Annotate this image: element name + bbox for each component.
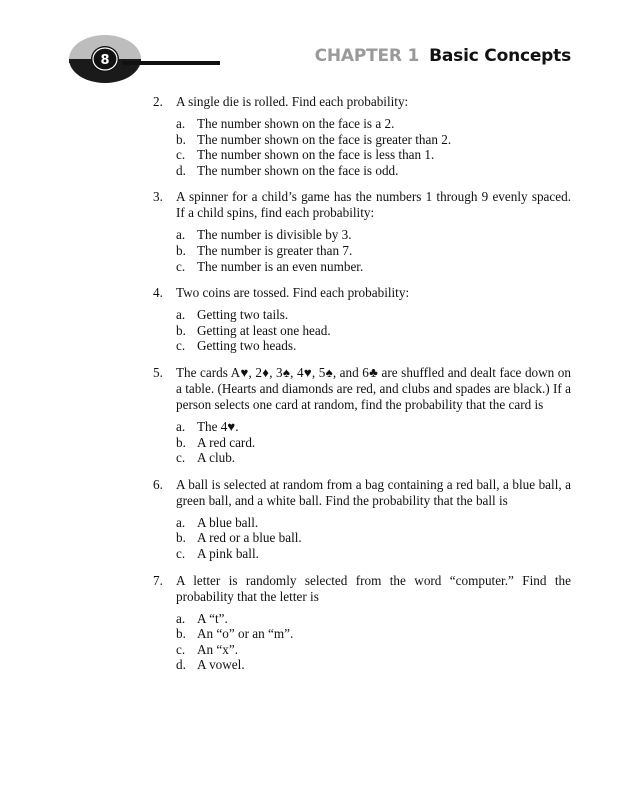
option-letter: a.	[176, 514, 186, 530]
option-item	[176, 546, 571, 562]
question-4	[153, 285, 571, 354]
option-letter: c.	[176, 641, 186, 657]
option-list	[176, 227, 571, 274]
option-item	[176, 227, 571, 243]
header-rule	[122, 61, 220, 65]
option-letter: a.	[176, 227, 186, 243]
option-text: A red or a blue ball.	[197, 530, 302, 546]
option-text: The number shown on the face is greater than 2.	[197, 131, 452, 147]
option-item	[176, 243, 571, 259]
option-text: A “t”.	[197, 610, 228, 626]
option-text: The number is divisible by 3.	[197, 227, 352, 243]
chapter-title	[315, 46, 571, 66]
question-6	[153, 477, 571, 562]
option-text: The number shown on the face is less than 1.	[197, 147, 435, 163]
option-item	[176, 419, 571, 435]
option-item	[176, 132, 571, 148]
chapter-label: CHAPTER 1	[314, 46, 420, 66]
option-letter: b.	[176, 322, 186, 338]
option-letter: a.	[176, 116, 186, 131]
option-text: The number is greater than 7.	[197, 242, 353, 258]
option-letter: b.	[176, 242, 186, 258]
option-letter: a.	[176, 307, 186, 323]
question-7	[153, 573, 571, 673]
option-item	[176, 116, 571, 132]
question-5	[153, 365, 571, 466]
option-letter: c.	[176, 338, 186, 354]
page-number: 8	[100, 53, 110, 68]
option-item	[176, 259, 571, 275]
option-text: Getting at least one head.	[197, 322, 331, 338]
question-text: A single die is rolled. Find each probability:	[176, 94, 409, 109]
option-list	[176, 419, 571, 466]
page-header	[0, 0, 635, 95]
option-letter: b.	[176, 131, 186, 147]
option-text: A red card.	[197, 434, 256, 450]
option-letter: b.	[176, 530, 186, 546]
option-item	[176, 435, 571, 451]
option-letter: a.	[176, 418, 186, 434]
chapter-name: Basic Concepts	[429, 46, 571, 66]
option-item	[176, 307, 571, 323]
question-number: 5.	[153, 364, 163, 380]
question-2	[153, 94, 571, 178]
option-letter: a.	[176, 610, 186, 626]
option-text: A blue ball.	[197, 514, 259, 530]
option-text: Getting two tails.	[197, 307, 289, 323]
option-list	[176, 611, 571, 673]
option-list	[176, 116, 571, 178]
question-text: The cards A♥, 2♦, 3♠, 4♥, 5♠, and 6♣ are shuffled and dealt face down on a table. (Hearts and diamonds are red, and clubs and spades are black.) If a person selects one card at random, find the probability that the card is	[176, 364, 571, 412]
exercise-list	[153, 94, 571, 684]
option-item	[176, 163, 571, 179]
option-item	[176, 657, 571, 673]
option-text: The number shown on the face is a 2.	[197, 116, 395, 131]
option-text: The number is an even number.	[197, 258, 364, 274]
question-text: A spinner for a child’s game has the numbers 1 through 9 evenly spaced. If a child spins, find each probability:	[176, 189, 571, 221]
option-item	[176, 611, 571, 627]
question-number: 6.	[153, 476, 163, 492]
option-letter: b.	[176, 626, 186, 642]
question-number: 3.	[153, 189, 163, 205]
option-item	[176, 147, 571, 163]
question-3	[153, 189, 571, 274]
option-text: Getting two heads.	[197, 338, 297, 354]
option-text: An “o” or an “m”.	[197, 626, 294, 642]
option-letter: d.	[176, 162, 186, 178]
question-number: 2.	[153, 94, 163, 109]
option-list	[176, 515, 571, 562]
option-item	[176, 323, 571, 339]
option-text: The 4♥.	[197, 418, 239, 434]
page-number-badge	[68, 34, 142, 84]
option-letter: c.	[176, 545, 186, 561]
question-text: A ball is selected at random from a bag containing a red ball, a blue ball, a green ball, and a white ball. Find the probability that the ball is	[176, 476, 571, 508]
option-letter: c.	[176, 147, 186, 163]
option-item	[176, 530, 571, 546]
option-item	[176, 642, 571, 658]
option-text: The number shown on the face is odd.	[197, 162, 399, 178]
option-letter: d.	[176, 657, 186, 673]
option-letter: c.	[176, 450, 186, 466]
option-text: A pink ball.	[197, 545, 259, 561]
option-text: An “x”.	[197, 641, 239, 657]
question-text: A letter is randomly selected from the word “computer.” Find the probability that the letter is	[176, 572, 571, 604]
option-item	[176, 626, 571, 642]
question-text: Two coins are tossed. Find each probability:	[176, 285, 410, 301]
option-text: A vowel.	[197, 657, 245, 673]
option-letter: c.	[176, 258, 186, 274]
question-number: 4.	[153, 285, 163, 301]
option-item	[176, 515, 571, 531]
option-text: A club.	[197, 450, 236, 466]
option-list	[176, 307, 571, 354]
option-item	[176, 338, 571, 354]
question-number: 7.	[153, 572, 163, 588]
option-item	[176, 450, 571, 466]
option-letter: b.	[176, 434, 186, 450]
